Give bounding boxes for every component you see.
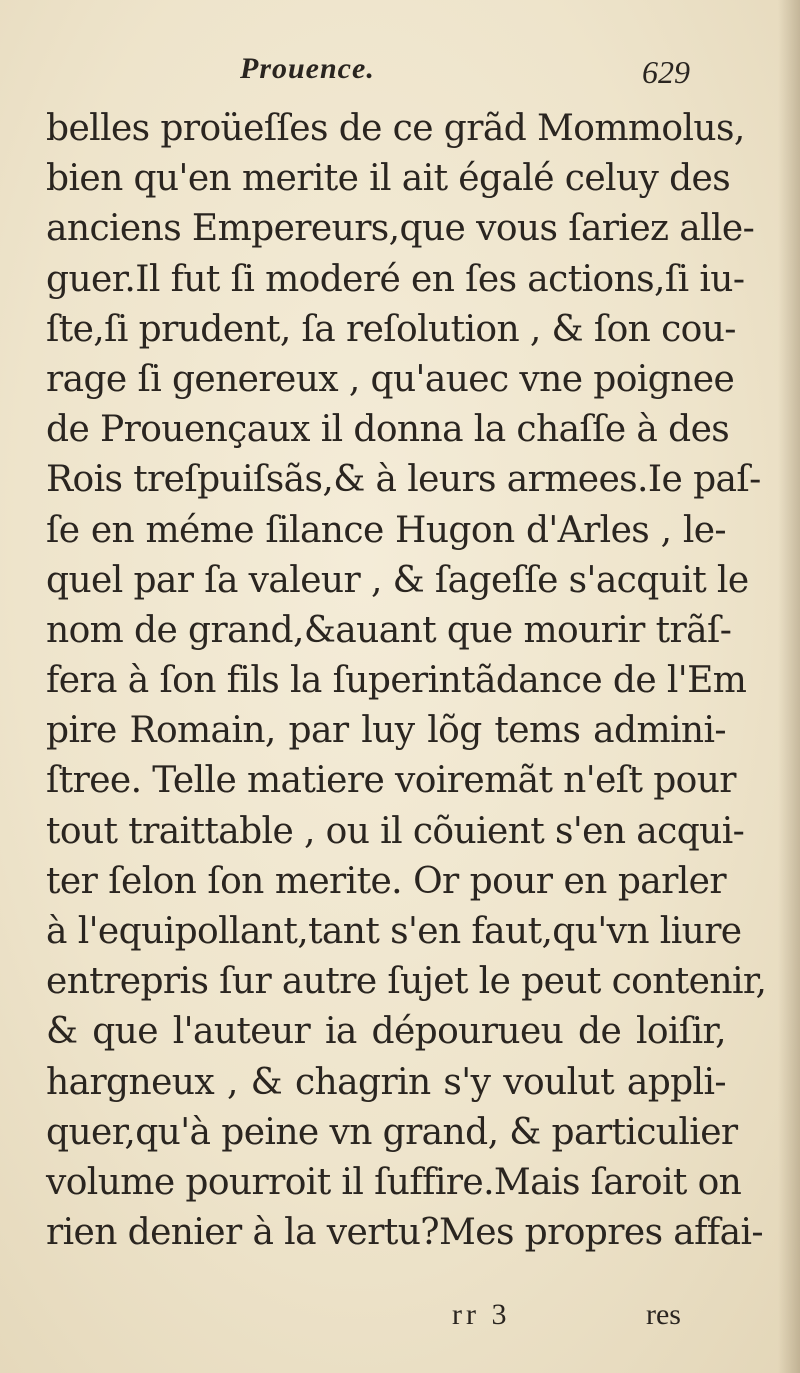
text-line: ſe en méme ſilance Hugon d'Arles , le- bbox=[46, 509, 726, 551]
text-line: volume pourroit il ſuffire.Mais ſaroit on bbox=[46, 1161, 742, 1203]
text-line: tout traittable , ou il cõuient s'en acqui- bbox=[46, 810, 745, 852]
running-head bbox=[0, 52, 800, 102]
text-line: entrepris ſur autre ſujet le peut contenir, bbox=[46, 961, 767, 1003]
text-line: ſte,ſi prudent, ſa reſolution , & ſon cou- bbox=[46, 308, 736, 350]
text-line: guer.Il fut ſi moderé en ſes actions,ſi iu- bbox=[46, 258, 745, 300]
text-line: ſtree. Telle matiere voiremãt n'eſt pour bbox=[46, 760, 736, 802]
text-line: anciens Empereurs,que vous ſariez alle- bbox=[46, 208, 755, 250]
page-edge-shadow bbox=[778, 0, 800, 1373]
signature-mark: rr 3 bbox=[452, 1298, 511, 1331]
text-line: fera à ſon fils la ſuperintãdance de l'Em bbox=[46, 660, 747, 702]
text-line: à l'equipollant,tant s'en faut,qu'vn liure bbox=[46, 911, 742, 952]
running-title: Prouence. bbox=[240, 52, 375, 85]
text-line: rage ſi genereux , qu'auec vne poignee bbox=[46, 358, 735, 400]
catchword: res bbox=[646, 1298, 681, 1331]
text-line: pire Romain, par luy lõg tems admini- bbox=[46, 710, 726, 752]
body-text bbox=[46, 104, 767, 1258]
text-line: hargneux , & chagrin s'y voulut appli- bbox=[46, 1061, 726, 1103]
text-line: quel par ſa valeur , & ſageſſe s'acquit le bbox=[46, 559, 749, 601]
text-line: belles proüeſſes de ce grãd Mommolus, bbox=[46, 108, 745, 149]
text-line: Rois treſpuiſsãs,& à leurs armees.Ie paſ- bbox=[46, 459, 761, 501]
text-line: nom de grand,&auant que mourir trãſ- bbox=[46, 609, 732, 651]
text-line: quer,qu'à peine vn grand, & particulier bbox=[46, 1111, 738, 1153]
page-footer bbox=[0, 1298, 800, 1348]
text-line: ter ſelon ſon merite. Or pour en parler bbox=[46, 860, 726, 902]
page-number: 629 bbox=[642, 54, 690, 90]
text-line: & que l'auteur ia dépourueu de loiſir, bbox=[46, 1011, 726, 1053]
text-line: bien qu'en merite il ait égalé celuy des bbox=[46, 158, 731, 200]
text-line: rien denier à la vertu?Mes propres affai- bbox=[46, 1212, 763, 1254]
text-line: de Prouençaux il donna la chaſſe à des bbox=[46, 409, 730, 451]
